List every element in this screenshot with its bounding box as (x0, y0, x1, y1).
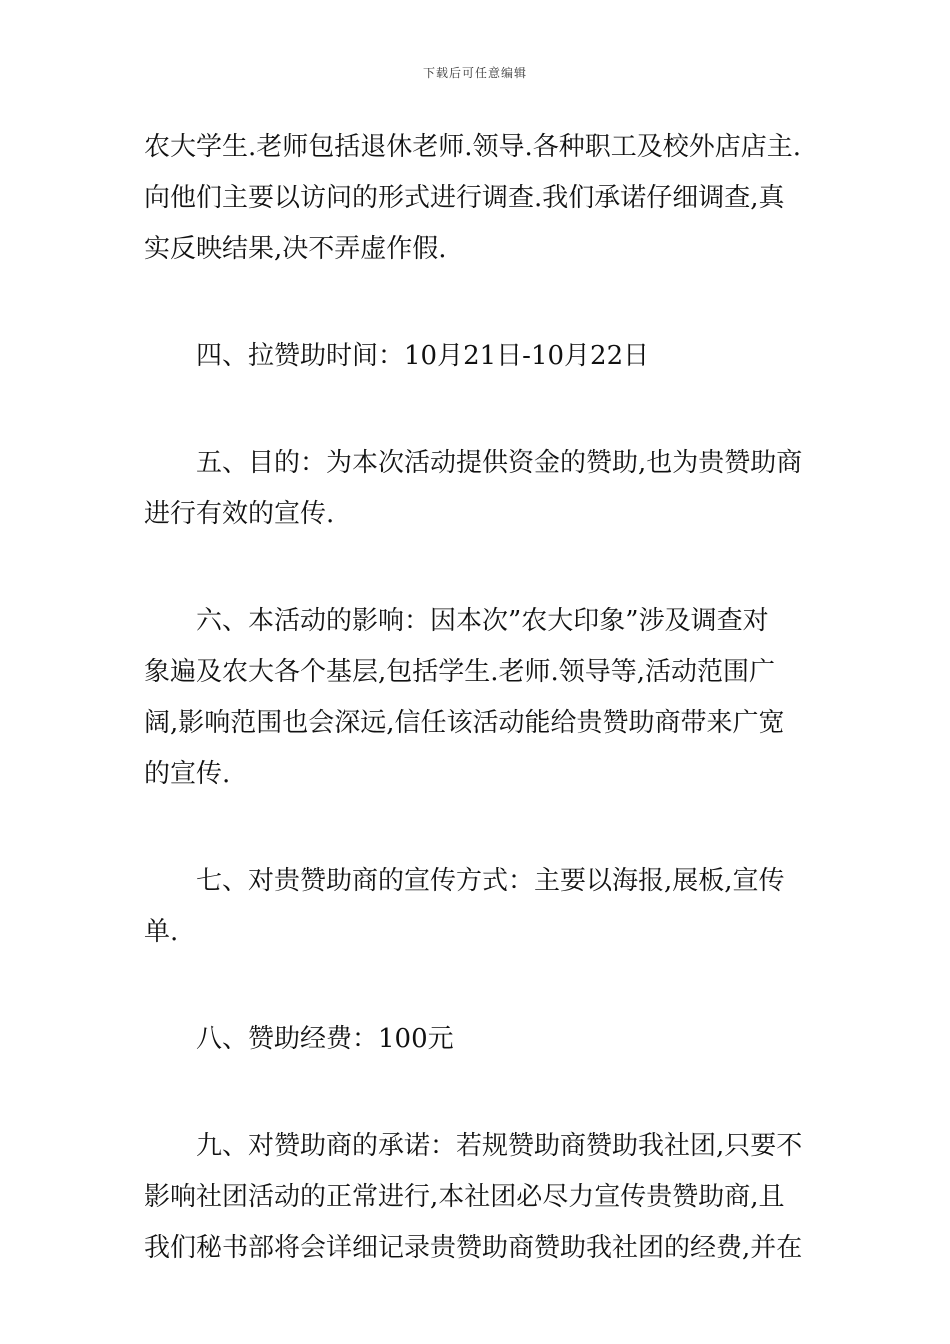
document-body (144, 122, 812, 1274)
text-line: 八、赞助经费：100元 (196, 1024, 454, 1054)
text-line: 象遍及农大各个基层,包括学生.老师.领导等,活动范围广 (144, 657, 776, 687)
paragraph-commitment (144, 1121, 812, 1274)
paragraph-purpose (144, 438, 812, 540)
paragraph-survey-targets (144, 122, 812, 275)
text-line: 九、对赞助商的承诺：若规赞助商赞助我社团,只要不 (196, 1131, 803, 1161)
text-line: 单. (144, 917, 179, 947)
paragraph-sponsorship-budget (144, 1014, 812, 1065)
text-line: 农大学生.老师包括退休老师.领导.各种职工及校外店店主. (144, 132, 802, 162)
text-line: 进行有效的宣传. (144, 499, 335, 529)
text-line: 我们秘书部将会详细记录贵赞助商赞助我社团的经费,并在 (144, 1233, 803, 1263)
text-line: 四、拉赞助时间：10月21日-10月22日 (196, 341, 650, 371)
text-line: 七、对贵赞助商的宣传方式：主要以海报,展板,宣传 (196, 866, 785, 896)
text-line: 向他们主要以访问的形式进行调查.我们承诺仔细调查,真 (144, 183, 785, 213)
paragraph-gap (144, 540, 812, 596)
paragraph-gap (144, 958, 812, 1014)
text-line: 实反映结果,决不弄虚作假. (144, 234, 447, 264)
paragraph-promotion-methods (144, 856, 812, 958)
paragraph-sponsorship-time (144, 331, 812, 382)
paragraph-gap (144, 382, 812, 438)
text-line: 五、目的：为本次活动提供资金的赞助,也为贵赞助商 (196, 448, 803, 478)
text-line: 六、本活动的影响：因本次”农大印象”涉及调查对 (196, 606, 769, 636)
paragraph-gap (144, 800, 812, 856)
page-header: 下载后可任意编辑 (422, 66, 527, 80)
paragraph-gap (144, 275, 812, 331)
text-line: 阔,影响范围也会深远,信任该活动能给贵赞助商带来广宽 (144, 708, 785, 738)
text-line: 影响社团活动的正常进行,本社团必尽力宣传贵赞助商,且 (144, 1182, 785, 1212)
paragraph-gap (144, 1065, 812, 1121)
text-line: 的宣传. (144, 759, 231, 789)
paragraph-impact (144, 596, 812, 800)
